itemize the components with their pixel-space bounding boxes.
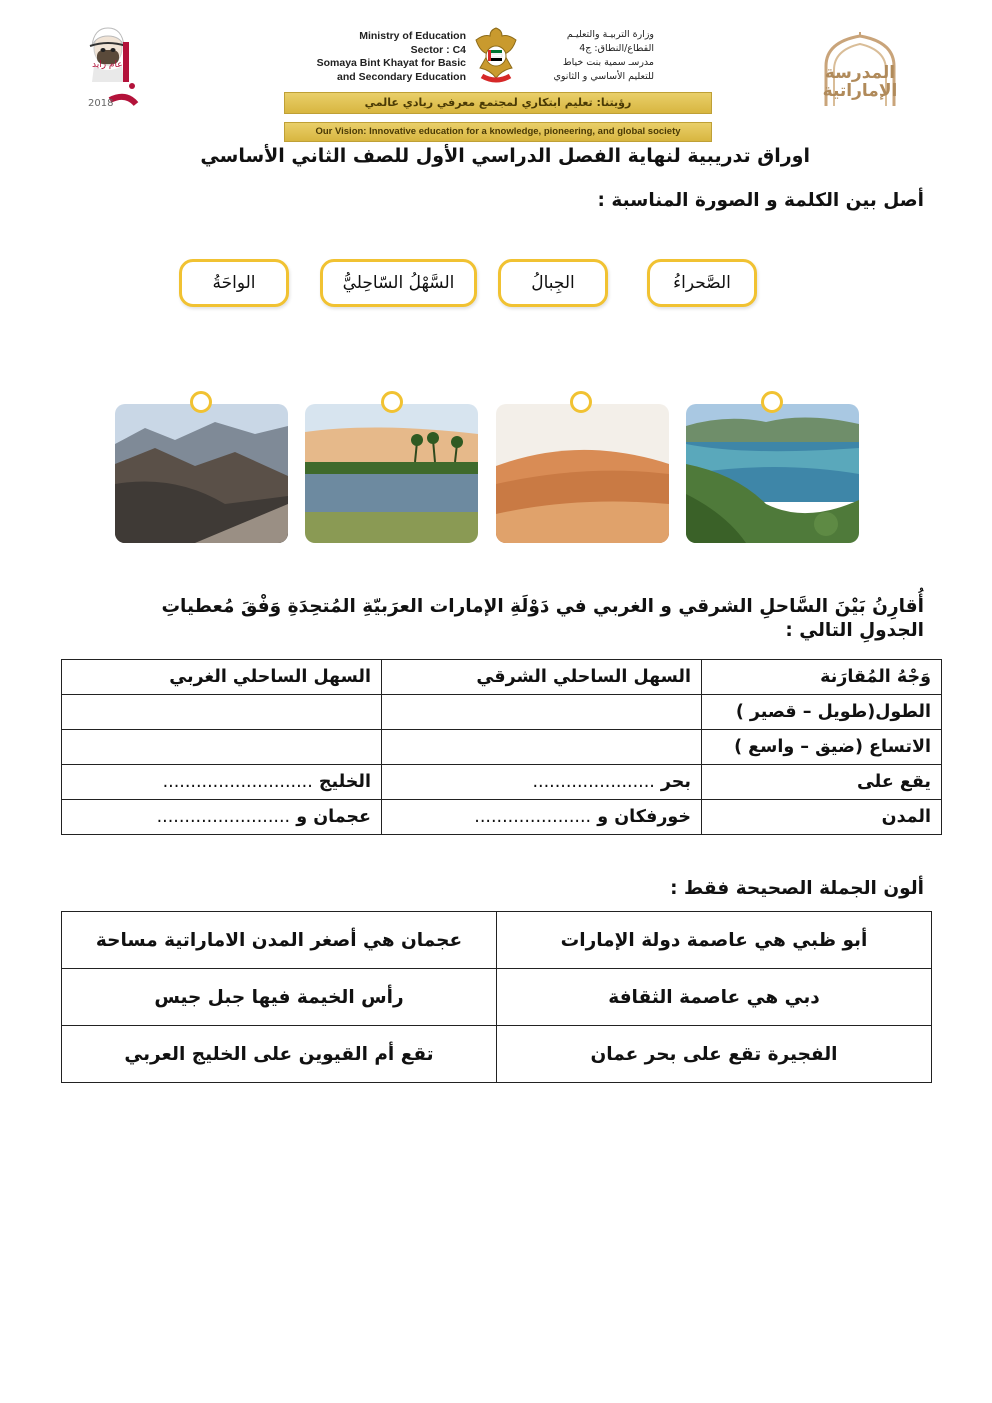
match-dot-coast[interactable] <box>761 391 783 413</box>
row-label: المدن <box>702 800 942 835</box>
sentence-cell[interactable]: الفجيرة تقع على بحر عمان <box>497 1026 932 1083</box>
comparison-instruction <box>124 589 924 643</box>
ministry-english-block <box>296 30 466 84</box>
match-dot-desert[interactable] <box>570 391 592 413</box>
page-title: اوراق تدريبية لنهاية الفصل الدراسي الأول للصف الثاني الأساسي <box>200 145 810 167</box>
answer-cell-west[interactable] <box>62 695 382 730</box>
sentence-cell[interactable]: رأس الخيمة فيها جبل جيس <box>62 969 497 1026</box>
cell-prefix: خورفكان و <box>597 807 691 827</box>
table-row <box>62 730 942 765</box>
fill-blank[interactable]: ...................... <box>532 772 655 792</box>
header-west: السهل الساحلي الغربي <box>62 660 382 695</box>
match-dot-mountains[interactable] <box>190 391 212 413</box>
table-row <box>62 765 942 800</box>
header-east: السهل الساحلي الشرقي <box>382 660 702 695</box>
sentence-cell[interactable]: تقع أم القيوين على الخليج العربي <box>62 1026 497 1083</box>
table-row <box>62 800 942 835</box>
answer-cell-east[interactable] <box>382 765 702 800</box>
answer-cell-west[interactable] <box>62 800 382 835</box>
table-row <box>62 912 932 969</box>
row-label: الطول(طويل – قصير ) <box>702 695 942 730</box>
cell-prefix: بحر <box>660 772 691 792</box>
fill-blank[interactable]: ..................... <box>474 807 592 827</box>
fill-blank[interactable]: ........................ <box>156 807 291 827</box>
coloring-instruction: ألون الجملة الصحيحة فقط : <box>670 878 924 899</box>
mountains-photo[interactable] <box>115 404 288 543</box>
school-logo-line: الإماراتية <box>822 81 898 101</box>
matching-instruction: أصل بين الكلمة و الصورة المناسبة : <box>597 190 924 211</box>
ministry-ar-line: للتعليم الأساسي و الثانوي <box>553 71 654 82</box>
comparison-instruction-line1: أُقارِنُ بَيْنَ السَّاحلِ الشرقي و الغربي في دَوْلَةِ الإمارات العرَبيّةِ المُتحِدَةِ وَفْقَ مُعطياتِ <box>161 596 924 617</box>
ministry-ar-line: القطاع/النطاق: ج4 <box>579 43 654 54</box>
table-row <box>62 969 932 1026</box>
oasis-photo[interactable] <box>305 404 478 543</box>
desert-photo[interactable] <box>496 404 669 543</box>
cell-prefix: الخليج <box>318 772 371 792</box>
coast-photo[interactable] <box>686 404 859 543</box>
fill-blank[interactable]: ........................... <box>162 772 313 792</box>
answer-cell-west[interactable] <box>62 765 382 800</box>
table-row <box>62 1026 932 1083</box>
ministry-en-line: Sector : C4 <box>410 43 466 56</box>
ministry-en-line: Somaya Bint Khayat for Basic <box>316 57 466 69</box>
sentence-cell[interactable]: عجمان هي أصغر المدن الاماراتية مساحة <box>62 912 497 969</box>
header-aspect: وَجْهُ المُقارَنة <box>702 660 942 695</box>
word-mountains[interactable]: الجِبالُ <box>498 259 608 307</box>
word-oasis[interactable]: الواحَةُ <box>179 259 289 307</box>
ministry-arabic-block <box>524 28 654 84</box>
answer-cell-east[interactable] <box>382 695 702 730</box>
answer-cell-east[interactable] <box>382 730 702 765</box>
vision-banner-arabic: رؤيتنا: تعليم ابتكاري لمجتمع معرفي ريادي عالمي <box>284 92 712 114</box>
ministry-ar-line: مدرسـ سمية بنت خياط <box>562 57 654 68</box>
row-label: يقع على <box>702 765 942 800</box>
sentence-cell[interactable]: دبي هي عاصمة الثقافة <box>497 969 932 1026</box>
cell-prefix: عجمان و <box>296 807 371 827</box>
table-row <box>62 695 942 730</box>
zayed-year-number: 2018 <box>88 98 114 109</box>
answer-cell-east[interactable] <box>382 800 702 835</box>
ministry-en-line: Ministry of Education <box>359 30 466 42</box>
zayed-year-word: عام زايد <box>92 60 123 70</box>
comparison-table <box>61 659 942 835</box>
comparison-instruction-line2: الجدولِ التالي : <box>785 620 924 641</box>
word-coastal-plain[interactable]: السَّهْلُ السّاحِليُّ <box>320 259 477 307</box>
ministry-en-line: and Secondary Education <box>337 70 466 83</box>
word-desert[interactable]: الصَّحراءُ <box>647 259 757 307</box>
row-label: الاتساع (ضيق – واسع ) <box>702 730 942 765</box>
table-header-row <box>62 660 942 695</box>
vision-banner-english: Our Vision: Innovative education for a knowledge, pioneering, and global society <box>284 122 712 142</box>
sentence-cell[interactable]: أبو ظبي هي عاصمة دولة الإمارات <box>497 912 932 969</box>
ministry-ar-line: وزارة التربيـة والتعليـم <box>566 29 654 40</box>
answer-cell-west[interactable] <box>62 730 382 765</box>
match-dot-oasis[interactable] <box>381 391 403 413</box>
sentences-table <box>61 911 932 1083</box>
uae-emblem-icon <box>470 24 522 86</box>
school-logo-line: المدرسة <box>824 63 896 83</box>
school-logo-text <box>818 64 902 100</box>
